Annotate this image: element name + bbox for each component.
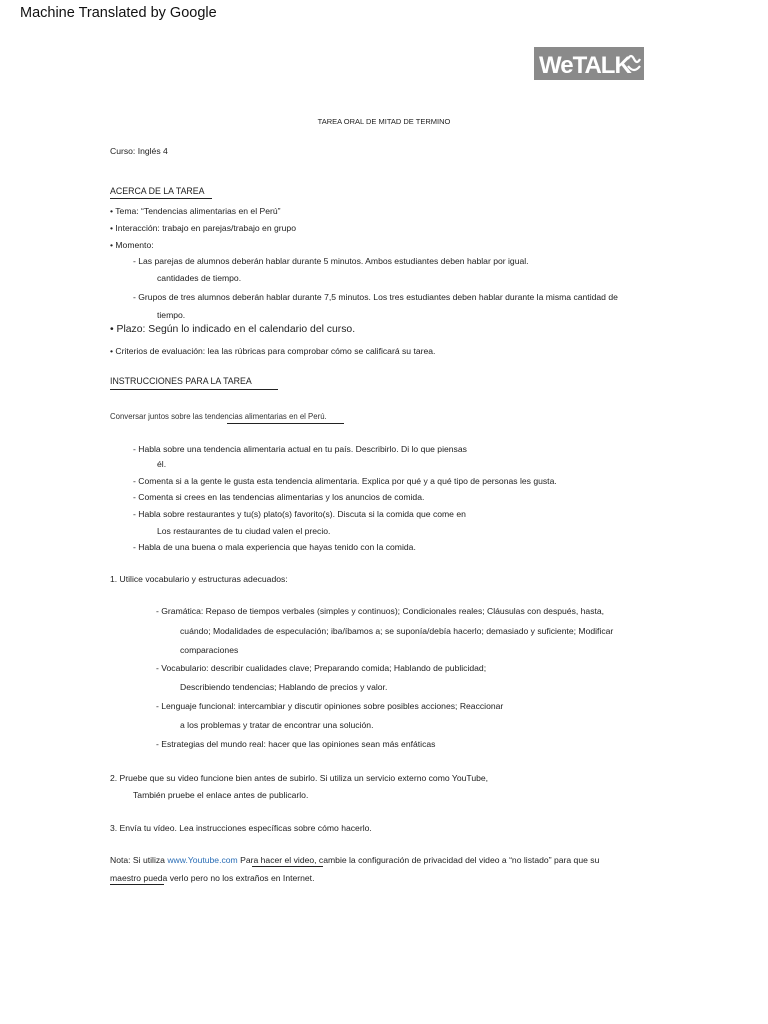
instruction-item-1-cont: él.: [157, 459, 167, 469]
grammar-label: - Gramática:: [156, 606, 204, 616]
instruction-item-1: - Habla sobre una tendencia alimentaria actual en tu país. Describirlo. Di lo que piensas: [133, 444, 467, 454]
about-interaction: • Interacción: trabajo en parejas/trabajo en grupo: [110, 223, 296, 233]
about-moment: • Momento:: [110, 240, 154, 250]
strategies-line: - Estrategias del mundo real: hacer que las opiniones sean más enfáticas: [156, 739, 436, 749]
about-pairs-line-2: cantidades de tiempo.: [157, 273, 242, 283]
functional-line-2: a los problemas y tratar de encontrar una solución.: [180, 720, 374, 730]
about-criteria: • Criterios de evaluación: lea las rúbricas para comprobar cómo se calificará su tarea.: [110, 346, 436, 356]
instruction-item-4: - Habla sobre restaurantes y tu(s) plato(s) favorito(s). Discuta si la comida que come en: [133, 509, 466, 519]
about-groups-line-1: - Grupos de tres alumnos deberán hablar durante 7,5 minutos. Los tres estudiantes deben hablar durante la misma cantidad de: [133, 292, 618, 302]
step-3: 3. Envía tu vídeo. Lea instrucciones específicas sobre cómo hacerlo.: [110, 823, 372, 833]
instruction-item-3: - Comenta si crees en las tendencias alimentarias y los anuncios de comida.: [133, 492, 425, 502]
vocab-line-2: Describiendo tendencias; Hablando de precios y valor.: [180, 682, 388, 692]
note-line-1: [110, 855, 599, 865]
intro-underline: [227, 423, 344, 424]
functional-line-1: - Lenguaje funcional: intercambiar y discutir opiniones sobre posibles acciones; Reaccionar: [156, 701, 504, 711]
instructions-heading: INSTRUCCIONES PARA LA TAREA: [110, 376, 252, 386]
grammar-text: Repaso de tiempos verbales (simples y continuos); Condicionales reales; Cláusulas con después, hasta,: [203, 606, 605, 616]
note-teacher-underline: [110, 884, 164, 885]
about-deadline: • Plazo: Según lo indicado en el calendario del curso.: [110, 324, 356, 335]
grammar-line-2: cuándo; Modalidades de especulación; iba/íbamos a; se suponía/debía hacerlo; demasiado y suficiente; Modificar: [180, 626, 614, 636]
wetalk-logo: [534, 47, 644, 80]
step-2-line-2: También pruebe el enlace antes de publicarlo.: [133, 790, 309, 800]
about-heading: ACERCA DE LA TAREA: [110, 186, 205, 196]
note-mid-underline: [252, 866, 323, 867]
about-pairs-line-1: - Las parejas de alumnos deberán hablar durante 5 minutos. Ambos estudiantes deben hablar por igual.: [133, 256, 529, 266]
instruction-item-2: - Comenta si a la gente le gusta esta tendencia alimentaria. Explica por qué y a qué tipo de personas les gusta.: [133, 476, 557, 486]
step-1: 1. Utilice vocabulario y estructuras adecuados:: [110, 574, 288, 584]
instruction-item-4-cont: Los restaurantes de tu ciudad valen el precio.: [157, 526, 331, 536]
logo-wordmark: WeTALK: [539, 52, 631, 79]
note-line-2: [110, 873, 314, 883]
note-end: verlo pero no los extraños en Internet.: [167, 873, 315, 883]
note-rest: , cambie la configuración de privacidad del video a “no listado” para que su: [314, 855, 600, 865]
note-prefix: Nota: Si utiliza: [110, 855, 168, 865]
wetalk-logo-icon: [534, 47, 644, 80]
youtube-link[interactable]: www.Youtube.com: [167, 855, 238, 865]
vocab-line-1: - Vocabulario: describir cualidades clave; Preparando comida; Hablando de publicidad;: [156, 663, 487, 673]
about-topic: • Tema: “Tendencias alimentarias en el Perú”: [110, 206, 281, 216]
note-mid: Para hacer el video: [237, 855, 315, 865]
grammar-line-3: comparaciones: [180, 645, 239, 655]
machine-translation-banner: Machine Translated by Google: [20, 5, 217, 21]
grammar-line-1: [156, 606, 604, 616]
step-2-line-1: 2. Pruebe que su video funcione bien antes de subirlo. Si utiliza un servicio externo como YouTube,: [110, 773, 489, 783]
instruction-item-5: - Habla de una buena o mala experiencia que hayas tenido con la comida.: [133, 542, 416, 552]
instructions-heading-underline: [110, 389, 278, 390]
document-title: TAREA ORAL DE MITAD DE TERMINO: [317, 117, 451, 126]
about-heading-underline: [110, 198, 212, 199]
course-line: Curso: Inglés 4: [110, 146, 168, 156]
note-teacher: maestro pueda: [110, 873, 168, 883]
instructions-intro: Conversar juntos sobre las tendencias alimentarias en el Perú.: [110, 412, 327, 421]
about-groups-line-2: tiempo.: [157, 310, 186, 320]
